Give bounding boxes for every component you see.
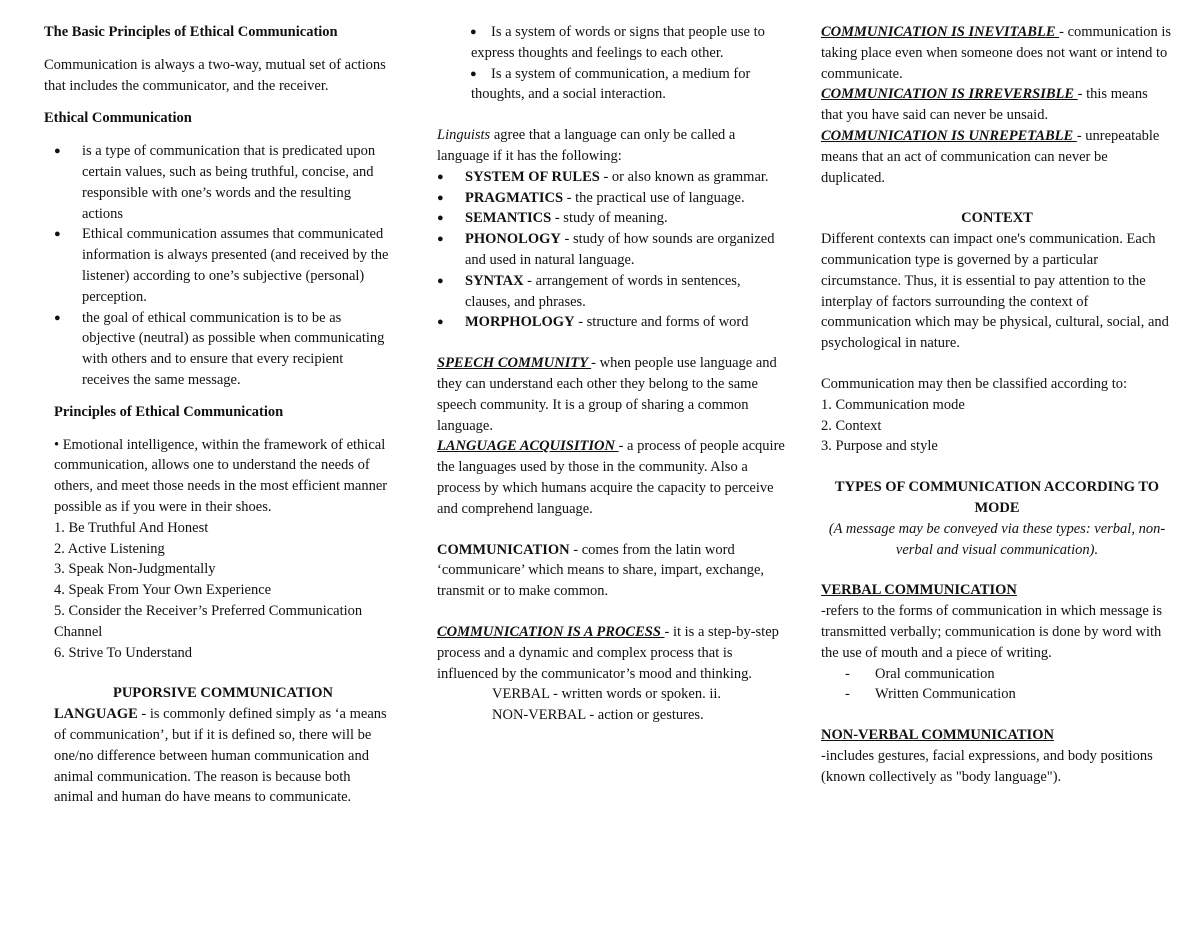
column-3 <box>821 20 1173 788</box>
linguists-paragraph: Linguists agree that a language can only be called a language if it has the following: <box>437 127 736 164</box>
list-item: ● PRAGMATICS - the practical use of language. <box>437 188 789 209</box>
list-item: ● is a type of communication that is predicated upon certain values, such as being truthful, concise, and responsible with one’s words and the resulting actions <box>54 143 376 222</box>
bullet-icon: ● <box>437 316 444 329</box>
classification-item: 3. Purpose and style <box>821 438 938 455</box>
speech-community-definition: SPEECH COMMUNITY - when people use language and they can understand each other they belong to the same speech community. It is a group of sharing a common language. <box>437 355 777 434</box>
dash-icon: - <box>845 686 850 703</box>
list-item: ● Is a system of communication, a medium for thoughts, and a social interaction. <box>470 65 751 103</box>
verbal-line: VERBAL - written words or spoken. ii. <box>492 686 722 703</box>
principle-item: 2. Active Listening <box>54 540 165 557</box>
nonverbal-communication-heading: NON-VERBAL COMMUNICATION <box>821 727 1054 744</box>
list-item: ● PHONOLOGY - study of how sounds are organized and used in natural language. <box>437 231 775 268</box>
list-item: ● SEMANTICS - study of meaning. <box>437 208 789 229</box>
list-item: ● Is a system of words or signs that people use to express thoughts and feelings to each other. <box>470 24 765 61</box>
language-acquisition-definition: LANGUAGE ACQUISITION - a process of people acquire the languages used by those in the community. Also a process by which humans acquire the capacity to perceive and comprehend language. <box>437 438 785 517</box>
bullet-icon: ● <box>54 228 61 241</box>
nonverbal-line: NON-VERBAL - action or gestures. <box>492 707 704 724</box>
types-heading: TYPES OF COMMUNICATION ACCORDING TO MODE <box>834 479 1160 516</box>
bullet-icon: ● <box>54 145 61 158</box>
list-item: ● SYNTAX - arrangement of words in sentences, clauses, and phrases. <box>437 272 741 310</box>
unrepeatable-definition: COMMUNICATION IS UNREPETABLE - unrepeatable means that an act of communication can never be duplicated. <box>821 127 1160 186</box>
ethical-communication-heading: Ethical Communication <box>44 110 192 127</box>
bullet-icon: ● <box>437 233 444 246</box>
emotional-intelligence-paragraph: • Emotional intelligence, within the framework of ethical communication, allows one to understand the needs of others, and meet those needs in the most efficient manner possible as if you were in their shoes. <box>54 436 388 515</box>
intro-paragraph: Communication is always a two-way, mutual set of actions that includes the communicator, and the receiver. <box>44 56 386 94</box>
list-item: - Written Communication <box>821 684 1173 705</box>
verbal-communication-definition: -refers to the forms of communication in which message is transmitted verbally; communication is done by word with the use of mouth and a piece of writing. <box>821 603 1163 661</box>
nonverbal-communication-definition: -includes gestures, facial expressions, and body positions (known collectively as "body language"). <box>821 747 1153 785</box>
verbal-forms-list <box>821 664 1173 706</box>
language-definition: LANGUAGE - is commonly defined simply as ‘a means of communication’, but if it is defined so, there will be one/no difference between human communication and animal communication. The reason is because both animal and human do have means to communicate. <box>54 706 387 806</box>
principle-item: 3. Speak Non-Judgmentally <box>54 561 216 578</box>
bullet-icon: ● <box>437 212 444 225</box>
document-title: The Basic Principles of Ethical Communication <box>44 24 338 40</box>
inevitable-definition: COMMUNICATION IS INEVITABLE - communication is taking place even when someone does not want or intend to communicate. <box>821 24 1172 82</box>
principles-section <box>44 402 392 808</box>
dash-icon: - <box>845 665 850 682</box>
list-item: ● Ethical communication assumes that communicated information is always presented (and received by the listener) according to one’s subjective (personal) perception. <box>54 226 389 305</box>
classification-intro: Communication may then be classified according to: <box>821 375 1128 392</box>
list-item: ● the goal of ethical communication is to be as objective (neutral) as possible when communicating with others and to ensure that every recipient receives the same message. <box>54 309 385 388</box>
purposive-heading: PUPORSIVE COMMUNICATION <box>112 685 334 702</box>
types-subtitle: (A message may be conveyed via these types: verbal, non-verbal and visual communication). <box>828 520 1166 558</box>
principle-item: 5. Consider the Receiver’s Preferred Communication Channel <box>54 602 363 640</box>
communication-process-definition: COMMUNICATION IS A PROCESS - it is a step-by-step process and a dynamic and complex process that is influenced by the communicator’s mood and thinking. <box>437 623 779 682</box>
bullet-icon: ● <box>470 26 477 38</box>
ethical-bullet-list <box>44 141 392 391</box>
column-2 <box>437 20 789 726</box>
language-bullet-list <box>437 22 789 105</box>
classification-item: 2. Context <box>821 417 882 434</box>
principles-heading: Principles of Ethical Communication <box>54 403 284 420</box>
bullet-icon: ● <box>54 311 61 324</box>
language-features-list <box>437 167 789 333</box>
context-heading: CONTEXT <box>961 210 1033 227</box>
irreversible-definition: COMMUNICATION IS IRREVERSIBLE - this means that you have said can never be unsaid. <box>821 86 1148 124</box>
verbal-communication-heading: VERBAL COMMUNICATION <box>821 582 1017 599</box>
bullet-icon: ● <box>470 67 477 80</box>
list-item: ● MORPHOLOGY - structure and forms of word <box>437 312 789 333</box>
principle-item: 6. Strive To Understand <box>54 644 193 661</box>
column-1 <box>44 20 392 808</box>
bullet-icon: ● <box>437 191 444 204</box>
bullet-icon: ● <box>437 274 444 287</box>
context-paragraph: Different contexts can impact one's communication. Each communication type is governed by a particular circumstance. Thus, it is essential to pay attention to the interplay of factors surrounding the context of communication which may be physical, cultural, social, and psychological in nature. <box>821 231 1169 352</box>
classification-item: 1. Communication mode <box>821 396 965 413</box>
principle-item: 1. Be Truthful And Honest <box>54 519 209 536</box>
bullet-icon: ● <box>437 170 444 183</box>
list-item: ● SYSTEM OF RULES - or also known as grammar. <box>437 167 789 188</box>
communication-definition: COMMUNICATION - comes from the latin word ‘communicare’ which means to share, impart, exchange, transmit or to make common. <box>437 541 765 600</box>
list-item: - Oral communication <box>821 664 1173 685</box>
principle-item: 4. Speak From Your Own Experience <box>54 582 272 599</box>
